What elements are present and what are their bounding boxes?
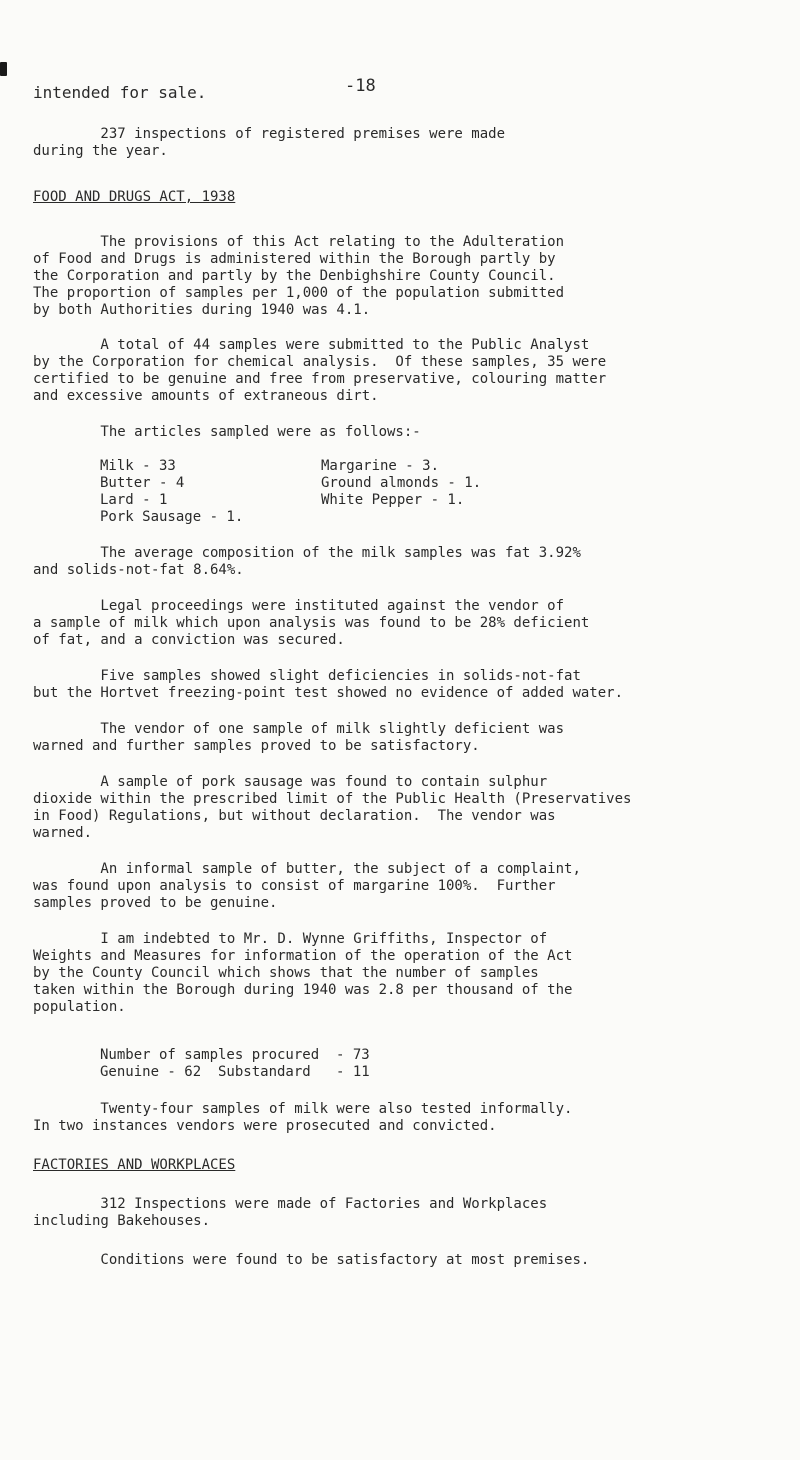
text-line: by both Authorities during 1940 was 4.1. — [33, 302, 371, 318]
text-line: by the Corporation for chemical analysis. Of these samples, 35 were — [33, 354, 607, 370]
text-line: I am indebted to Mr. D. Wynne Griffiths, Inspector of — [33, 931, 548, 947]
article-item: Butter - 4 — [100, 475, 185, 491]
text-line: 312 Inspections were made of Factories and Workplaces — [33, 1196, 548, 1212]
text-line: the Corporation and partly by the Denbighshire County Council. — [33, 268, 556, 284]
text-line: 237 inspections of registered premises were made — [33, 126, 506, 142]
articles-sampled-list — [100, 458, 580, 526]
text-line: and solids-not-fat 8.64%. — [33, 562, 244, 578]
article-item: White Pepper - 1. — [321, 492, 465, 508]
text-line: taken within the Borough during 1940 was 2.8 per thousand of the — [33, 982, 573, 998]
text-line: An informal sample of butter, the subject of a complaint, — [33, 861, 581, 877]
text-line: population. — [33, 999, 126, 1015]
article-item: Margarine - 3. — [321, 458, 440, 474]
text-line: was found upon analysis to consist of margarine 100%. Further — [33, 878, 556, 894]
text-line: by the County Council which shows that the number of samples — [33, 965, 539, 981]
article-item: Milk - 33 — [100, 458, 176, 474]
text-line: Legal proceedings were instituted against the vendor of — [33, 598, 565, 614]
text-line: Weights and Measures for information of the operation of the Act — [33, 948, 573, 964]
text-line: Conditions were found to be satisfactory at most premises. — [33, 1252, 590, 1268]
article-item: Ground almonds - 1. — [321, 475, 482, 491]
text-line: The vendor of one sample of milk slightly deficient was — [33, 721, 565, 737]
text-line: of fat, and a conviction was secured. — [33, 632, 345, 648]
text-line: samples proved to be genuine. — [33, 895, 278, 911]
text-line: The average composition of the milk samples was fat 3.92% — [33, 545, 581, 561]
text-line: dioxide within the prescribed limit of the Public Health (Preservatives — [33, 791, 632, 807]
text-line: and excessive amounts of extraneous dirt. — [33, 388, 379, 404]
text-line: In two instances vendors were prosecuted and convicted. — [33, 1118, 497, 1134]
text-line: but the Hortvet freezing-point test showed no evidence of added water. — [33, 685, 624, 701]
text-line: The articles sampled were as follows:- — [33, 424, 421, 440]
article-item: Lard - 1 — [100, 492, 168, 508]
text-line: A total of 44 samples were submitted to the Public Analyst — [33, 337, 590, 353]
text-line: intended for sale. — [33, 83, 207, 102]
page-edge-mark — [0, 62, 7, 76]
text-line: The proportion of samples per 1,000 of the population submitted — [33, 285, 565, 301]
text-line: including Bakehouses. — [33, 1213, 211, 1229]
text-line: warned. — [33, 825, 93, 841]
article-item: Pork Sausage - 1. — [100, 509, 244, 525]
section-heading-food-drugs: FOOD AND DRUGS ACT, 1938 — [33, 189, 236, 205]
page-number: -18 — [345, 76, 376, 96]
text-line: Twenty-four samples of milk were also tested informally. — [33, 1101, 573, 1117]
text-line: Five samples showed slight deficiencies in solids-not-fat — [33, 668, 581, 684]
county-samples-procured: Number of samples procured - 73 — [100, 1047, 370, 1063]
text-line: in Food) Regulations, but without declaration. The vendor was — [33, 808, 556, 824]
text-line: A sample of pork sausage was found to contain sulphur — [33, 774, 548, 790]
text-line: of Food and Drugs is administered within the Borough partly by — [33, 251, 556, 267]
section-heading-factories: FACTORIES AND WORKPLACES — [33, 1157, 236, 1173]
text-line: The provisions of this Act relating to the Adulteration — [33, 234, 565, 250]
text-line: warned and further samples proved to be satisfactory. — [33, 738, 480, 754]
text-line: during the year. — [33, 143, 168, 159]
county-samples-genuine: Genuine - 62 Substandard - 11 — [100, 1064, 370, 1080]
text-line: a sample of milk which upon analysis was found to be 28% deficient — [33, 615, 590, 631]
text-line: certified to be genuine and free from preservative, colouring matter — [33, 371, 607, 387]
